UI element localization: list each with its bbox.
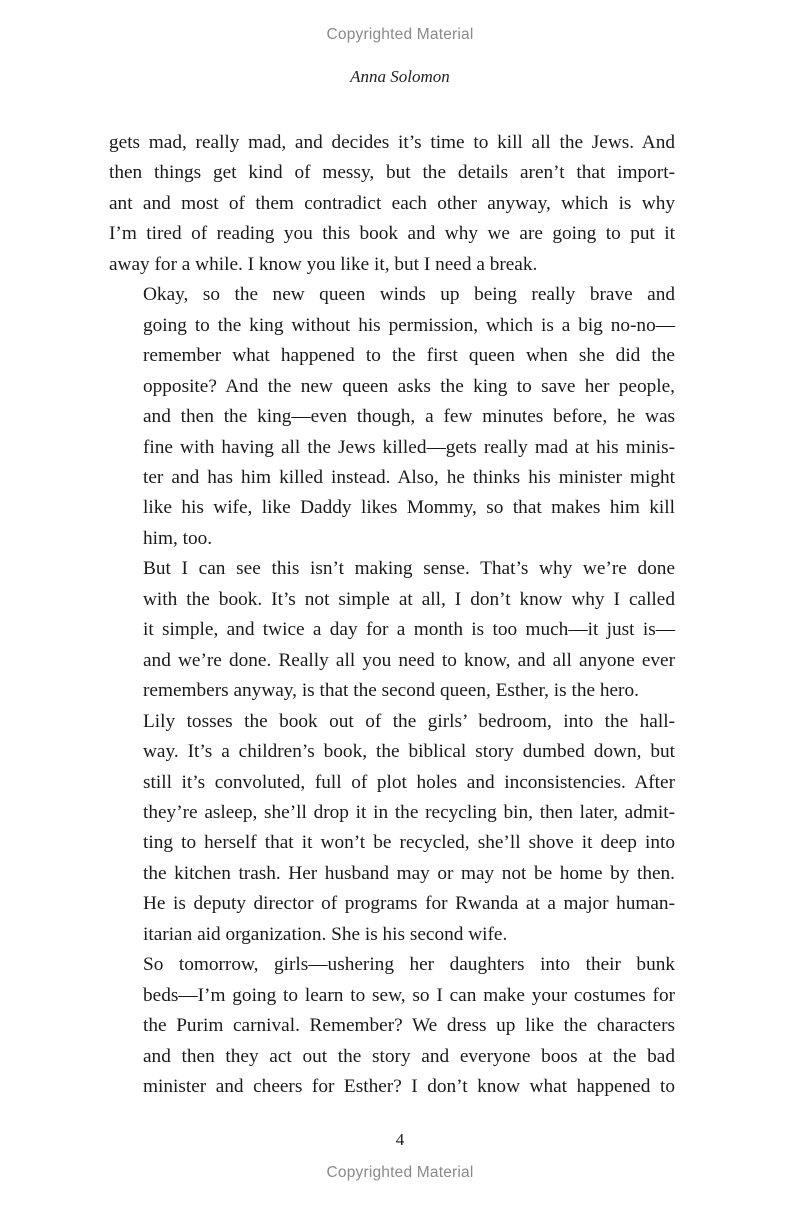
text-line: I’m tired of reading you this book and why we are going to put it [109, 223, 675, 245]
text-line: him, too. [143, 527, 213, 549]
paragraph [109, 128, 675, 280]
text-line: ant and most of them contradict each other anyway, which is why [109, 192, 675, 214]
text-line: beds—I’m going to learn to sew, so I can make your costumes for [143, 984, 675, 1006]
copyright-watermark-bottom: Copyrighted Material [326, 1164, 474, 1181]
text-line: and then they act out the story and everyone boos at the bad [143, 1045, 675, 1067]
text-line: still it’s convoluted, full of plot holes and inconsistencies. After [143, 771, 675, 793]
text-line: away for a while. I know you like it, but I need a break. [109, 253, 538, 275]
text-line: the Purim carnival. Remember? We dress up like the characters [143, 1015, 675, 1037]
text-line: Lily tosses the book out of the girls’ bedroom, into the hall- [143, 710, 675, 732]
text-line: opposite? And the new queen asks the king to save her people, [143, 375, 675, 397]
text-line: fine with having all the Jews killed—gets really mad at his minis- [143, 436, 675, 458]
paragraph [109, 554, 675, 706]
text-line: way. It’s a children’s book, the biblical story dumbed down, but [143, 741, 675, 763]
text-line: going to the king without his permission, which is a big no-no— [143, 314, 675, 336]
text-line: ting to herself that it won’t be recycled, she’ll shove it deep into [143, 832, 675, 854]
running-head-author: Anna Solomon [350, 67, 450, 86]
text-line: minister and cheers for Esther? I don’t know what happened to [143, 1076, 675, 1098]
text-line: gets mad, really mad, and decides it’s time to kill all the Jews. And [109, 132, 675, 153]
text-line: the kitchen trash. Her husband may or may not be home by then. [143, 862, 675, 884]
text-line: ter and has him killed instead. Also, he thinks his minister might [143, 466, 675, 488]
text-line: Okay, so the new queen winds up being really brave and [143, 284, 675, 306]
text-line: remember what happened to the first queen when she did the [143, 345, 675, 367]
paragraph [109, 707, 675, 951]
text-line: itarian aid organization. She is his second wife. [143, 923, 508, 945]
paragraph [109, 950, 675, 1102]
text-line: and then the king—even though, a few minutes before, he was [143, 406, 675, 428]
text-line: then things get kind of messy, but the details aren’t that import- [109, 162, 675, 184]
text-line: remembers anyway, is that the second queen, Esther, is the hero. [143, 680, 639, 702]
copyright-watermark-top: Copyrighted Material [326, 26, 474, 43]
text-line: it simple, and twice a day for a month is too much—it just is— [143, 619, 675, 641]
text-line: and we’re done. Really all you need to know, and all anyone ever [143, 649, 675, 671]
text-line: like his wife, like Daddy likes Mommy, so that makes him kill [143, 497, 675, 519]
text-line: He is deputy director of programs for Rwanda at a major human- [143, 893, 675, 915]
page-number: 4 [395, 1130, 405, 1149]
text-line: But I can see this isn’t making sense. That’s why we’re done [143, 558, 675, 580]
text-line: So tomorrow, girls—ushering her daughters into their bunk [143, 954, 675, 976]
paragraph [109, 280, 675, 554]
text-line: they’re asleep, she’ll drop it in the recycling bin, then later, admit- [143, 801, 675, 823]
body-text [109, 128, 675, 1103]
text-line: with the book. It’s not simple at all, I don’t know why I called [143, 588, 675, 610]
